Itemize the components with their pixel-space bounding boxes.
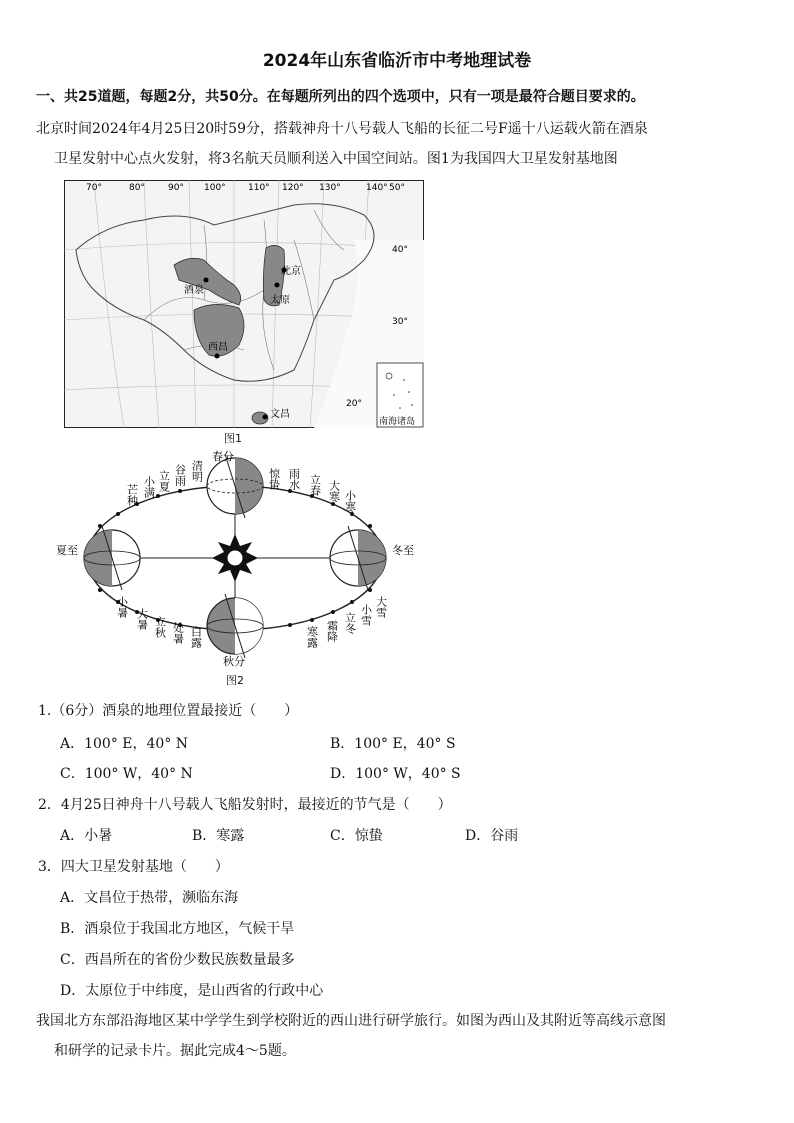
season-label-autumn: 秋分 xyxy=(223,655,245,668)
term-label: 小寒 xyxy=(343,490,357,512)
q3-option-c[interactable]: C．西昌所在的省份少数民族数量最多 xyxy=(60,952,295,968)
intro-line-1: 北京时间2024年4月25日20时59分，搭载神舟十八号载人飞船的长征二号F遥十八运载火箭在酒泉 xyxy=(36,121,648,137)
term-label: 立冬 xyxy=(343,612,357,634)
outro-line-2: 和研学的记录卡片。据此完成4～5题。 xyxy=(54,1043,296,1059)
lat-label: 30° xyxy=(392,317,408,327)
city-label-wenchang: 文昌 xyxy=(270,409,290,420)
city-label-xichang: 西昌 xyxy=(208,342,228,353)
earth-winter-icon xyxy=(330,526,386,590)
orbit-svg xyxy=(40,446,430,686)
term-label: 处暑 xyxy=(171,622,185,644)
lon-label: 110° xyxy=(248,183,270,193)
term-label: 寒露 xyxy=(305,626,319,648)
lon-label: 100° xyxy=(204,183,226,193)
term-label: 小满 xyxy=(142,476,156,498)
lat-label: 20° xyxy=(346,399,362,409)
figure-1-caption: 图1 xyxy=(224,432,242,445)
lon-label: 120° xyxy=(282,183,304,193)
earth-spring-icon xyxy=(207,454,263,518)
q2-option-c[interactable]: C．惊蛰 xyxy=(330,828,383,844)
lon-label: 90° xyxy=(168,183,184,193)
q1-option-a[interactable]: A．100° E，40° N xyxy=(60,736,189,752)
season-label-winter: 冬至 xyxy=(392,544,414,557)
lon-label: 80° xyxy=(129,183,145,193)
earth-autumn-icon xyxy=(207,594,263,658)
lon-label: 50° xyxy=(389,183,405,193)
q3-option-d[interactable]: D．太原位于中纬度，是山西省的行政中心 xyxy=(60,983,324,999)
intro-paragraph xyxy=(36,114,766,174)
figure-2-orbit xyxy=(40,446,430,690)
section-heading: 一、共25道题，每题2分，共50分。在每题所列出的四个选项中，只有一项是最符合题目要求的。 xyxy=(36,89,645,105)
lon-label: 130° xyxy=(319,183,341,193)
season-label-summer: 夏至 xyxy=(56,544,78,557)
q2-option-d[interactable]: D．谷雨 xyxy=(465,828,519,844)
term-label: 立春 xyxy=(308,474,322,496)
term-label: 谷雨 xyxy=(173,464,187,486)
term-label: 白露 xyxy=(189,626,203,648)
term-label: 大寒 xyxy=(327,480,341,502)
q2-option-a[interactable]: A．小暑 xyxy=(60,828,113,844)
inset-label: 南海诸岛 xyxy=(379,417,416,427)
question-3-stem: 3．四大卫星发射基地（ ） xyxy=(38,859,229,875)
outro-line-1: 我国北方东部沿海地区某中学学生到学校附近的西山进行研学旅行。如图为西山及其附近等高线示意图 xyxy=(36,1013,666,1029)
term-label: 大暑 xyxy=(135,608,149,630)
q3-option-b[interactable]: B．酒泉位于我国北方地区，气候干旱 xyxy=(60,921,295,937)
figure-2-caption: 图2 xyxy=(226,674,244,687)
outro-paragraph xyxy=(36,1006,766,1066)
term-label: 小雪 xyxy=(359,604,373,626)
question-1-stem: 1.（6分）酒泉的地理位置最接近（ ） xyxy=(38,703,299,719)
term-label: 小暑 xyxy=(115,596,129,618)
q2-option-b[interactable]: B．寒露 xyxy=(192,828,245,844)
question-2-stem: 2．4月25日神舟十八号载人飞船发射时，最接近的节气是（ ） xyxy=(38,797,452,813)
q1-option-d[interactable]: D．100° W，40° S xyxy=(330,766,461,782)
term-label: 霜降 xyxy=(325,620,339,642)
term-label: 清明 xyxy=(190,460,204,482)
q1-option-c[interactable]: C．100° W，40° N xyxy=(60,766,193,782)
lat-label: 40° xyxy=(392,245,408,255)
figure-1-map xyxy=(64,180,424,432)
term-label: 大雪 xyxy=(374,596,388,618)
term-label: 立秋 xyxy=(153,616,167,638)
exam-title: 2024年山东省临沂市中考地理试卷 xyxy=(262,51,532,71)
q1-option-b[interactable]: B．100° E，40° S xyxy=(330,736,456,752)
term-label: 惊蛰 xyxy=(267,468,281,490)
city-label-taiyuan: 太原 xyxy=(270,295,290,306)
term-label: 雨水 xyxy=(287,468,301,490)
china-map-svg xyxy=(64,180,424,428)
q3-option-a[interactable]: A．文昌位于热带，濒临东海 xyxy=(60,890,239,906)
earth-summer-icon xyxy=(84,526,140,590)
lon-label: 140° xyxy=(366,183,388,193)
city-label-jiuquan: 酒泉 xyxy=(184,285,204,296)
city-label-beijing: 北京 xyxy=(281,266,301,277)
intro-line-2: 卫星发射中心点火发射，将3名航天员顺利送入中国空间站。图1为我国四大卫星发射基地图 xyxy=(54,151,618,167)
sun-icon xyxy=(212,534,258,582)
term-label: 芒种 xyxy=(125,484,139,506)
lon-label: 70° xyxy=(86,183,102,193)
term-label: 立夏 xyxy=(157,470,171,492)
season-label-spring: 春分 xyxy=(212,450,234,463)
